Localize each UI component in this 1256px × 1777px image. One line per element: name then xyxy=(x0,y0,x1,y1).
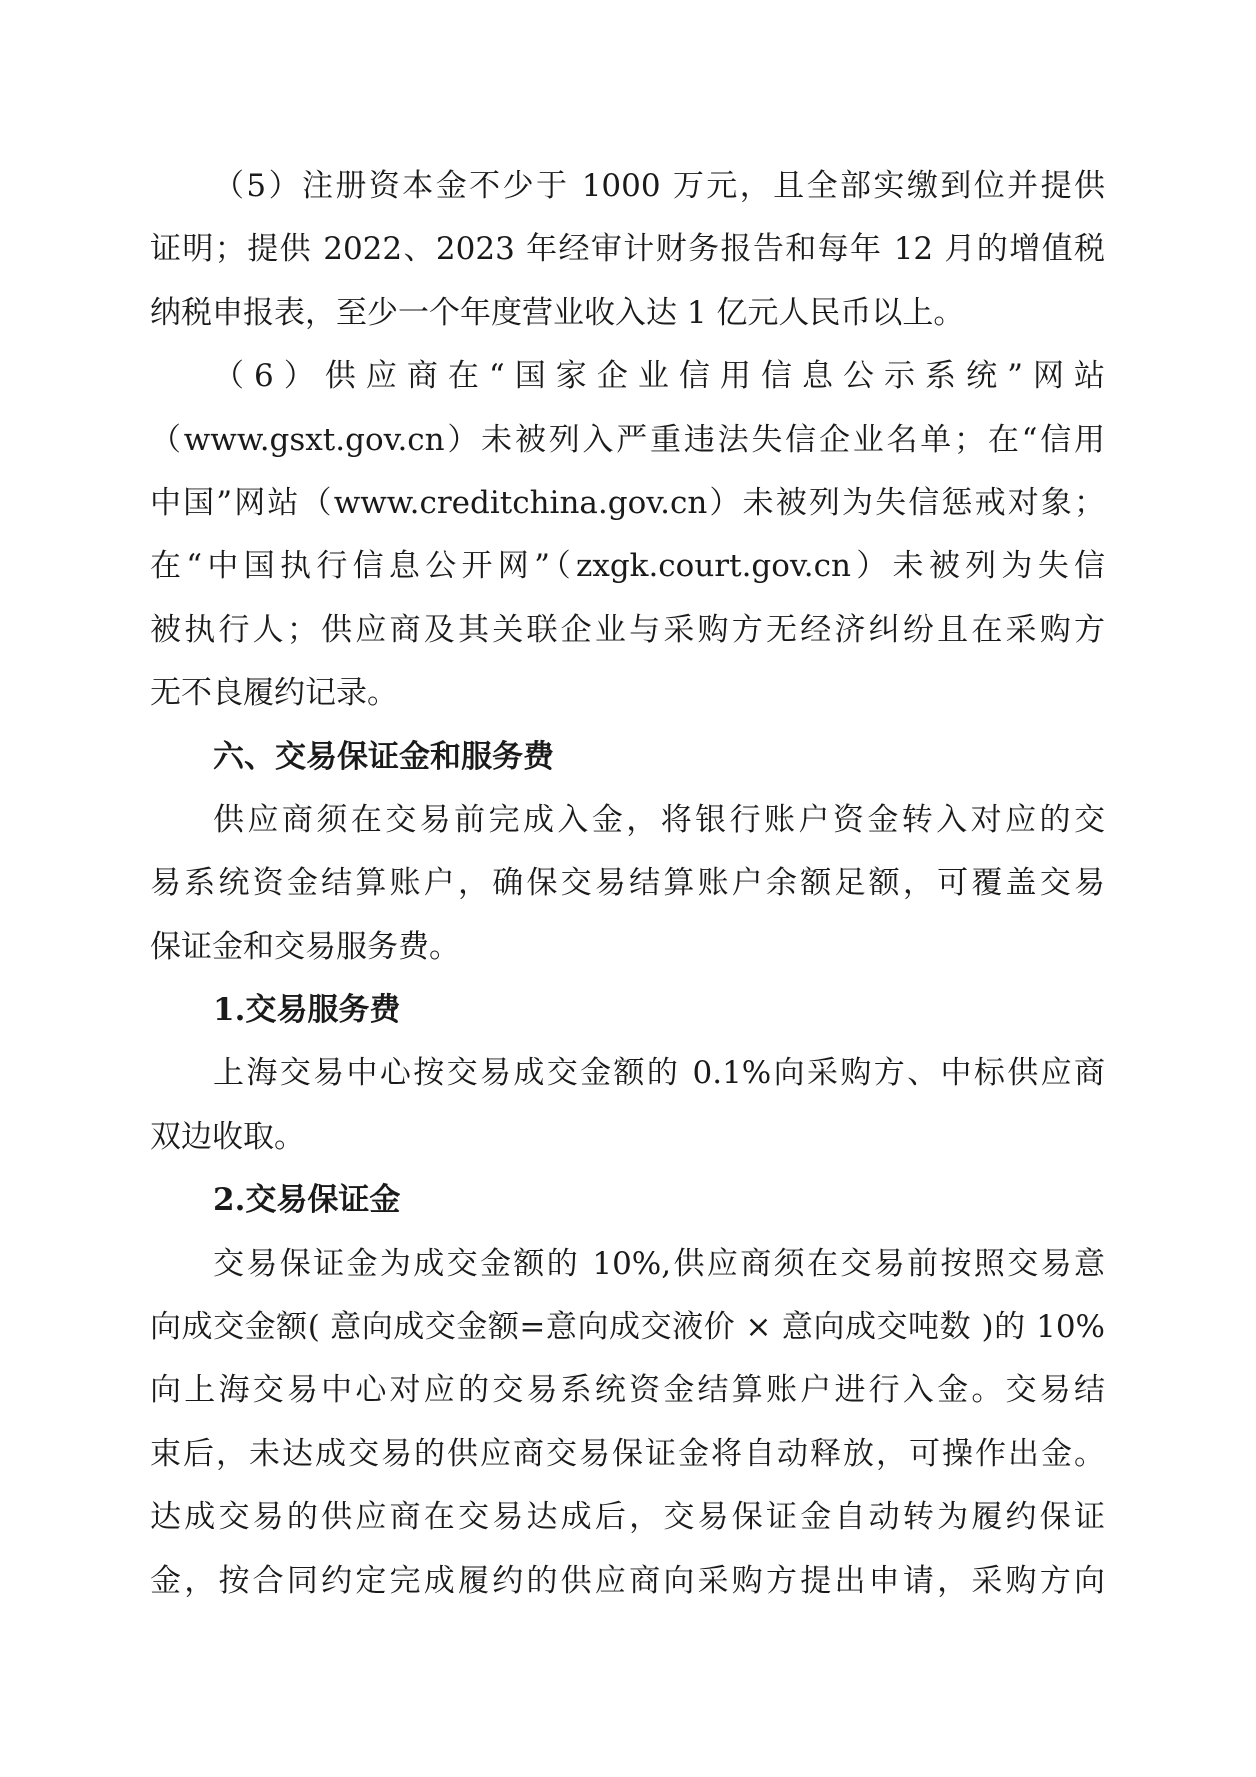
deposit-intro-line-1: 供应商须在交易前完成入金，将银行账户资金转入对应的交 xyxy=(213,801,1105,838)
paragraph-6-line-1: （6）供应商在“国家企业信用信息公示系统”网站 xyxy=(213,358,1105,395)
paragraph-6-line-4: 在“中国执行信息公开网”（zxgk.court.gov.cn）未被列为失信 xyxy=(150,548,1105,585)
document-page xyxy=(150,155,1105,1613)
section-heading-six: 六、交易保证金和服务费 xyxy=(213,738,554,775)
deposit-line-5: 达成交易的供应商在交易达成后，交易保证金自动转为履约保证 xyxy=(150,1499,1105,1536)
subheading-deposit: 2.交易保证金 xyxy=(213,1182,401,1219)
service-fee-line-1: 上海交易中心按交易成交金额的 0.1%向采购方、中标供应商 xyxy=(213,1055,1105,1092)
paragraph-6-line-6: 无不良履约记录。 xyxy=(150,675,398,712)
paragraph-6-line-5: 被执行人；供应商及其关联企业与采购方无经济纠纷且在采购方 xyxy=(150,611,1105,648)
deposit-line-4: 束后，未达成交易的供应商交易保证金将自动释放，可操作出金。 xyxy=(150,1435,1105,1472)
service-fee-line-2: 双边收取。 xyxy=(150,1118,305,1155)
deposit-line-3: 向上海交易中心对应的交易系统资金结算账户进行入金。交易结 xyxy=(150,1372,1105,1409)
paragraph-6-line-2: （www.gsxt.gov.cn）未被列入严重违法失信企业名单；在“信用 xyxy=(150,421,1105,458)
subheading-service-fee: 1.交易服务费 xyxy=(213,992,401,1029)
deposit-intro-line-3: 保证金和交易服务费。 xyxy=(150,928,460,965)
deposit-line-6: 金，按合同约定完成履约的供应商向采购方提出申请，采购方向 xyxy=(150,1562,1105,1599)
paragraph-6-line-3: 中国”网站（www.creditchina.gov.cn）未被列为失信惩戒对象； xyxy=(150,484,1105,521)
paragraph-5-line-2: 证明；提供 2022、2023 年经审计财务报告和每年 12 月的增值税 xyxy=(150,231,1105,268)
paragraph-5-line-3: 纳税申报表，至少一个年度营业收入达 1 亿元人民币以上。 xyxy=(150,294,965,331)
deposit-line-1: 交易保证金为成交金额的 10%,供应商须在交易前按照交易意 xyxy=(213,1245,1105,1282)
deposit-intro-line-2: 易系统资金结算账户，确保交易结算账户余额足额，可覆盖交易 xyxy=(150,865,1105,902)
paragraph-5-line-1: （5）注册资本金不少于 1000 万元，且全部实缴到位并提供 xyxy=(213,168,1105,204)
deposit-line-2: 向成交金额( 意向成交金额=意向成交液价 × 意向成交吨数 )的 10% xyxy=(150,1309,1105,1346)
